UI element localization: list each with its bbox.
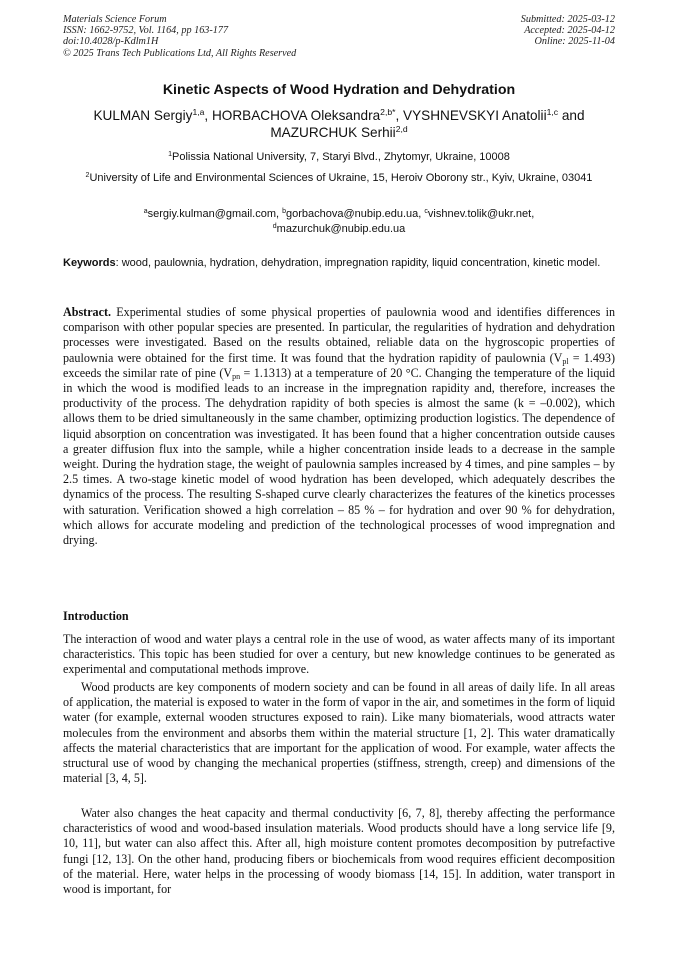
abstract-text: Experimental studies of some physical properties of paulownia wood and identifies differences in comparison with other popular species are presented. In particular, the regularities of hydration and dehydration processes were investigated. Based on the results obtained, reliable data on the hygroscopic properties of paulownia were obtained for the first time. It was found that the hydration rapidity of paulownia (V — [63, 305, 615, 365]
abstract — [63, 305, 615, 548]
email-marker: d — [272, 223, 277, 230]
author-name: MAZURCHUK Serhii — [270, 125, 396, 140]
abstract-subscript: pn — [232, 371, 241, 381]
author-affiliation-marker: 2,b* — [380, 107, 396, 117]
online-date: Online: 2025-11-04 — [534, 36, 615, 48]
author-affiliation-marker: 2,d — [395, 124, 408, 134]
author-name: HORBACHOVA Oleksandra — [211, 108, 381, 123]
email-marker: c — [424, 208, 428, 215]
issn: ISSN: 1662-9752, Vol. 1164, pp 163-177 — [63, 25, 229, 37]
abstract-subscript: pl — [562, 356, 569, 366]
email-marker: a — [143, 208, 148, 215]
publication-dates — [521, 14, 615, 48]
email-address[interactable]: gorbachova@nubip.edu.ua, — [286, 208, 425, 220]
author-name: VYSHNEVSKYI Anatolii — [403, 108, 547, 123]
journal-info — [63, 14, 296, 59]
author-separator: and — [558, 108, 585, 123]
affiliation-1 — [63, 150, 615, 165]
email-list — [63, 207, 615, 237]
author-separator: , — [395, 108, 404, 123]
intro-paragraph-1: The interaction of wood and water plays a central role in the use of wood, as water affects many of its important characteristics. This topic has been studied for over a century, but new knowledge continues to be generated as experimental and computational methods improve. — [63, 632, 615, 677]
email-address[interactable]: mazurchuk@nubip.edu.ua — [276, 223, 406, 235]
doi: doi:10.4028/p-Kdlm1H — [63, 36, 159, 48]
author-separator: , — [204, 108, 212, 123]
intro-paragraph-3: Water also changes the heat capacity and thermal conductivity [6, 7, 8], thereby affecting the performance characteristics of wood and wood-based insulation materials. Wood products should have a long service life [9, 10, 11], but water can also affect this. After all, high moisture content promotes decomposition by putrefactive fungi [12, 13]. On the other hand, producing fibers or biochemicals from wood requires efficient decomposition of the material. Here, water helps in the processing of woody biomass [14, 15]. In addition, water transport in wood is important, for — [63, 806, 615, 897]
accepted-date: Accepted: 2025-04-12 — [524, 25, 615, 37]
submitted-date: Submitted: 2025-03-12 — [520, 14, 615, 25]
author-name: KULMAN Sergiy — [93, 108, 193, 123]
author-affiliation-marker: 1,c — [546, 107, 559, 117]
keywords — [63, 256, 615, 271]
author-affiliation-marker: 1,a — [192, 107, 205, 117]
keywords-label: Keywords — [63, 257, 116, 269]
author-list — [63, 107, 615, 141]
email-address[interactable]: sergiy.kulman@gmail.com, — [147, 208, 283, 220]
journal-name: Materials Science Forum — [63, 14, 167, 25]
affiliation-text: Polissia National University, 7, Staryi Blvd., Zhytomyr, Ukraine, 10008 — [172, 151, 510, 163]
affiliation-marker: 1 — [168, 151, 173, 158]
affiliation-marker: 2 — [85, 172, 90, 179]
email-marker: b — [282, 208, 287, 215]
email-address[interactable]: vishnev.tolik@ukr.net, — [427, 208, 535, 220]
affiliation-text: University of Life and Environmental Sciences of Ukraine, 15, Heroiv Oborony str., Kyiv, Ukraine, 03041 — [89, 172, 593, 184]
abstract-text: = 1.1313) at a temperature of 20 °C. Changing the temperature of the liquid in which the wood is modified leads to an increase in the impregnation rapidity and, therefore, increases the productivity of the process. The dehydration rapidity of both species is almost the same (k = –0.002), which allows them to be dried simultaneously in the same chamber, optimizing production logistics. The dependence of liquid absorption on concentration was investigated. It has been found that a higher concentration outside causes a greater diffusion flux into the sample, while a higher concentration inside leads to a decrease in the sample weight. During the hydration stage, the weight of paulownia samples increased by 4 times, and pine samples – by 2.5 times. A two-stage kinetic model of wood hydration has been developed, which adequately describes the dynamics of the process. The resulting S-shaped curve clearly characterizes the features of the kinetics processes with saturation. Verification showed a high correlation – 85 % – for hydration and over 90 % for dehydration, which allows for accurate modeling and prediction of the technological processes of wood impregnation and drying. — [63, 365, 615, 548]
introduction-heading: Introduction — [63, 609, 129, 623]
copyright: © 2025 Trans Tech Publications Ltd, All Rights Reserved — [63, 47, 297, 59]
abstract-text: = 1.493) exceeds the similar rate of pine (V — [63, 350, 615, 380]
paper-title: Kinetic Aspects of Wood Hydration and Dehydration — [162, 82, 516, 98]
keywords-text: : wood, paulownia, hydration, dehydration, impregnation rapidity, liquid concentration, kinetic model. — [115, 257, 601, 269]
intro-paragraph-2: Wood products are key components of modern society and can be found in all areas of daily life. In all areas of application, the material is exposed to water in the form of vapor in the air, and sometimes in the form of liquid water (for example, external wooden structures exposed to rain). Like many biomaterials, wood attracts water molecules from the environment and absorbs them within the material structure [1, 2]. This water dramatically affects the material characteristics that are important for the application of wood. For example, water affects the structural use of wood by changing the mechanical properties (stiffness, strength, creep) and dimensions of the material [3, 4, 5]. — [63, 680, 615, 786]
affiliation-2 — [63, 171, 615, 186]
abstract-label: Abstract. — [63, 305, 112, 319]
